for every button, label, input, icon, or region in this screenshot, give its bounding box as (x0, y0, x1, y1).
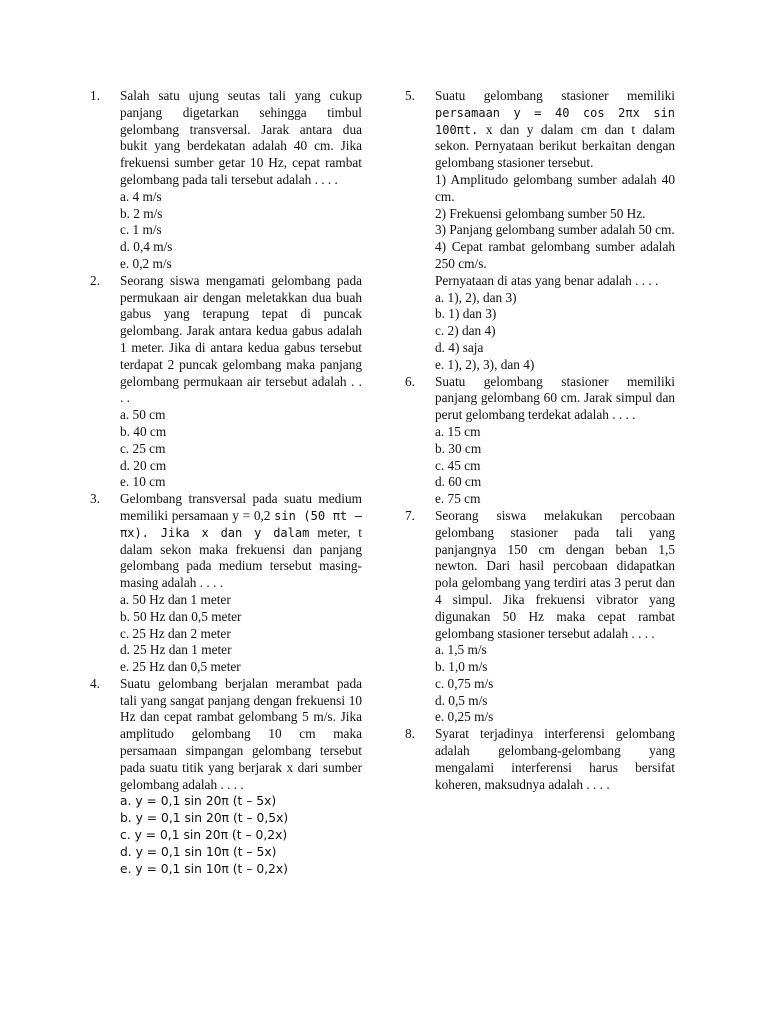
option-e: e. 25 Hz dan 0,5 meter (120, 659, 241, 675)
option-c: c. 45 cm (435, 457, 481, 473)
option-a: a. 1), 2), dan 3) (435, 289, 517, 305)
option-e: e. 1), 2), 3), dan 4) (435, 356, 535, 372)
question-5 (405, 88, 675, 374)
option-e: e. 75 cm (435, 491, 481, 507)
question-stem: Seorang siswa mengamati gelombang pada permukaan air dengan meletakkan dua buah gabus yang terapung tepat di puncak gelombang. Jarak antara kedua gabus adalah 1 meter. Jika di antara kedua gabus tersebut terdapat 2 puncak gelombang maka panjang gelombang permukaan air tersebut adalah . . . . (120, 272, 362, 406)
option-a: a. 4 m/s (120, 188, 162, 204)
option-e: e. 10 cm (120, 474, 166, 490)
statement-4: 4) Cepat rambat gelombang sumber adalah 250 cm/s. (435, 239, 675, 271)
question-number: 4. (90, 675, 100, 691)
question-7 (405, 508, 675, 726)
question-number: 7. (405, 507, 415, 523)
question-stem (435, 88, 675, 172)
option-d: d. 25 Hz dan 1 meter (120, 642, 232, 658)
equation-text: sin (50 πt – πx). Jika x dan y dalam (120, 508, 362, 540)
question-stem: Salah satu ujung seutas tali yang cukup panjang digetarkan sehingga timbul gelombang transversal. Jarak antara dua bukit yang berdekatan adalah 40 cm. Jika frekuensi sumber getar 10 Hz, cepat rambat gelombang pada tali tersebut adalah . . . . (120, 88, 362, 187)
stem-part: Suatu gelombang stasioner memiliki (435, 88, 675, 103)
question-stem (120, 491, 362, 592)
option-d: d. 20 cm (120, 457, 167, 473)
question-8 (405, 726, 675, 793)
question-6 (405, 374, 675, 508)
left-column (90, 88, 362, 877)
statement-3: 3) Panjang gelombang sumber adalah 50 cm. (435, 222, 675, 238)
option-b: b. y = 0,1 sin 20π (t – 0,5x) (120, 811, 289, 826)
question-4 (90, 676, 362, 878)
option-d: d. y = 0,1 sin 10π (t – 5x) (120, 844, 277, 859)
option-c: c. 25 Hz dan 2 meter (120, 625, 231, 641)
stem-part: x dan y dalam cm dan t dalam sekon. Pernyataan berikut berkaitan dengan gelombang stasioner tersebut. (435, 121, 675, 171)
option-e: e. 0,25 m/s (435, 709, 494, 725)
option-b: b. 1) dan 3) (435, 306, 497, 322)
right-column (405, 88, 675, 793)
option-a: a. 15 cm (435, 423, 481, 439)
option-c: c. 1 m/s (120, 222, 162, 238)
option-d: d. 60 cm (435, 474, 482, 490)
equation-text: persamaan y = 40 cos 2πx sin 100πt. (435, 105, 675, 137)
option-d: d. 0,4 m/s (120, 239, 173, 255)
question-stem: Suatu gelombang berjalan merambat pada tali yang sangat panjang dengan frekuensi 10 Hz dan cepat rambat gelombang 5 m/s. Jika amplitudo gelombang 10 cm maka persamaan simpangan gelombang tersebut pada suatu titik yang berjarak x dari sumber gelombang adalah . . . . (120, 675, 362, 792)
option-e: e. y = 0,1 sin 10π (t – 0,2x) (120, 861, 288, 876)
stem-part: meter, t dalam sekon maka frekuensi dan panjang gelombang pada medium tersebut masing-masing adalah . . . . (120, 524, 363, 591)
question-number: 3. (90, 491, 100, 507)
option-c: c. 0,75 m/s (435, 675, 494, 691)
stem-part: Gelombang transversal pada suatu medium memiliki persamaan y = 0,2 (120, 491, 362, 523)
option-b: b. 1,0 m/s (435, 659, 488, 675)
option-b: b. 2 m/s (120, 205, 163, 221)
option-c: c. 2) dan 4) (435, 323, 496, 339)
statement-1: 1) Amplitudo gelombang sumber adalah 40 cm. (435, 171, 675, 204)
statement-2: 2) Frekuensi gelombang sumber 50 Hz. (435, 205, 646, 221)
option-b: b. 40 cm (120, 423, 167, 439)
option-d: d. 0,5 m/s (435, 692, 488, 708)
question-number: 5. (405, 88, 415, 103)
question-number: 6. (405, 373, 415, 389)
option-c: c. y = 0,1 sin 20π (t – 0,2x) (120, 828, 288, 843)
option-a: a. y = 0,1 sin 20π (t – 5x) (120, 794, 277, 809)
option-b: b. 50 Hz dan 0,5 meter (120, 608, 242, 624)
question-1 (90, 88, 362, 273)
question-stem: Syarat terjadinya interferensi gelombang adalah gelombang-gelombang yang mengalami interferensi harus bersifat koheren, maksudnya adalah . . . . (435, 726, 675, 792)
option-a: a. 50 Hz dan 1 meter (120, 591, 231, 607)
question-2 (90, 273, 362, 491)
question-stem: Seorang siswa melakukan percobaan gelombang stasioner pada tali yang panjangnya 150 cm dengan beban 1,5 newton. Dari hasil percobaan didapatkan pola gelombang yang terdiri atas 3 perut dan 4 simpul. Jika frekuensi vibrator yang digunakan 50 Hz maka cepat rambat gelombang stasioner tersebut adalah . . . . (435, 507, 675, 641)
option-b: b. 30 cm (435, 440, 482, 456)
question-3 (90, 491, 362, 676)
question-number: 1. (90, 88, 100, 103)
question-number: 2. (90, 272, 100, 288)
option-d: d. 4) saja (435, 339, 484, 355)
option-e: e. 0,2 m/s (120, 255, 172, 271)
option-a: a. 50 cm (120, 407, 166, 423)
question-stem: Suatu gelombang stasioner memiliki panjang gelombang 60 cm. Jarak simpul dan perut gelombang terdekat adalah . . . . (435, 373, 675, 423)
question-number: 8. (405, 726, 415, 742)
option-c: c. 25 cm (120, 440, 166, 456)
question-prompt: Pernyataan di atas yang benar adalah . . . . (435, 272, 659, 288)
option-a: a. 1,5 m/s (435, 642, 487, 658)
